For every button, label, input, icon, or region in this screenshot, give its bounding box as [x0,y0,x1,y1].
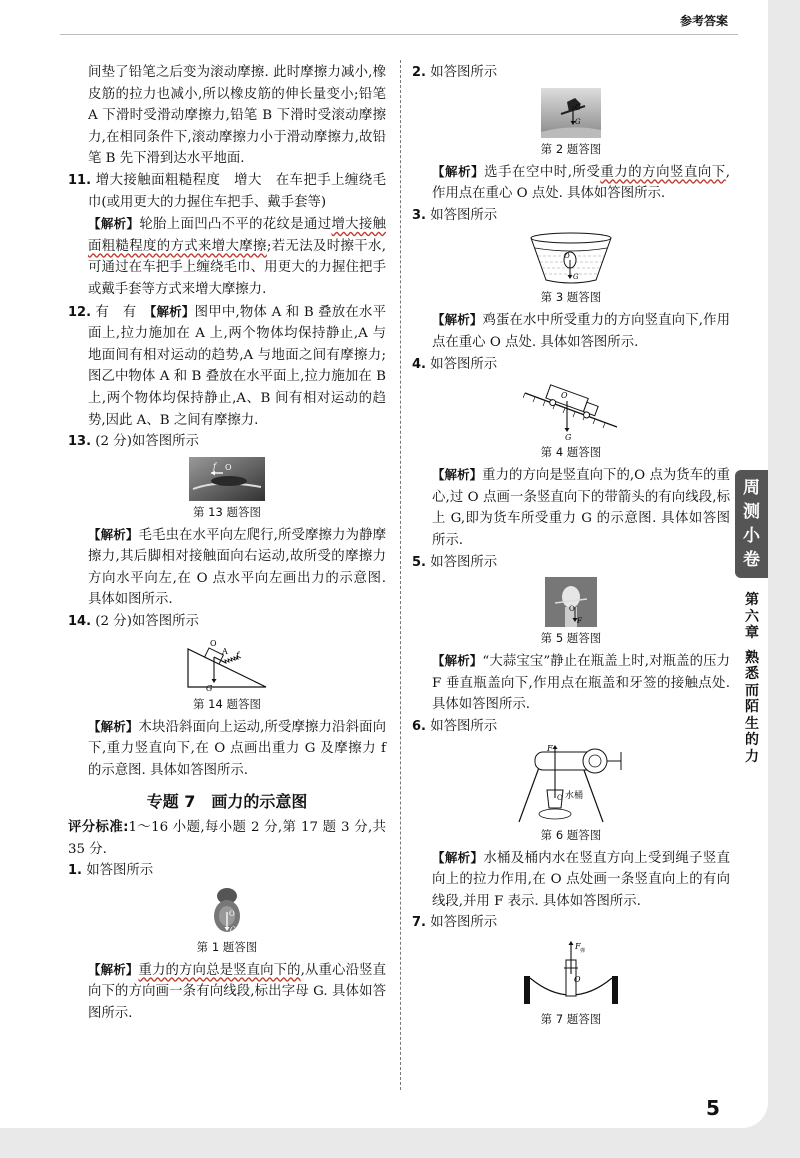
q7-number: 7. [412,915,426,931]
incline-diagram [184,637,270,693]
force-label-g: G [206,683,213,693]
q1-analysis-b: ,从重心沿竖直向下的方向画一条有向线段,标出字母 G. 具体如答图所示. [88,962,386,1021]
q13-answer [68,431,386,453]
chapter-char: 生 [745,715,759,732]
q14-analysis-text: 木块沿斜面向上运动,所受摩擦力沿斜面向下,重力竖直向下,在 O 点画出重力 G 及摩擦力 f 的示意图. 具体如答图所示. [88,719,386,778]
q2-number: 2. [412,65,426,80]
q13-answer-text: (2 分)如答图所示 [95,434,199,450]
header-title: 参考答案 [679,14,728,28]
q2-analysis-emphasis: 重力的方向竖直向下 [600,164,726,180]
q6-analysis-text: 水桶及桶内水在竖直方向上受到绳子竖直向上的拉力作用,在 O 点处画一条竖直向上的有向线段,并用 F 表示. 具体如答图所示. [432,850,730,909]
q6-answer [412,716,730,738]
point-label-o: O [575,103,581,112]
q3-figure [412,230,730,286]
q2-figure [412,88,730,138]
q14-analysis [68,716,386,782]
q7-figure [412,938,730,1008]
force-label-f: f [213,461,216,471]
analysis-label: 【解析】 [88,718,139,734]
chapter-char: 第 [745,592,759,608]
chapter-gap [740,642,764,650]
skier-photo [541,88,601,138]
q4-analysis [412,464,730,551]
q14-number: 14. [68,614,92,630]
q12-analysis: 图甲中,物体 A 和 B 叠放在水平面上,拉力施加在 A 上,两个物体均保持静止,A 与地面间有相对运动的趋势,A 与地面之间有摩擦力;图乙中物体 A 和 B 叠放在水平面上,拉力施加在 B 上,两个物体均保持静止,A、B 间有相对运动的趋势,因此 A、B 之间有摩擦力. [88,304,386,428]
q12-answer-text: 有 有 [95,304,150,320]
analysis-label: 【解析】 [88,961,139,977]
q13-figure [68,457,386,501]
q3-analysis-text: 鸡蛋在水中所受重力的方向竖直向下,作用点在重心 O 点处. 具体如答图所示. [432,313,730,350]
analysis-label: 【解析】 [432,653,483,669]
header-rule [60,34,738,35]
q6-answer-text: 如答图所示 [430,718,498,734]
q1-number: 1. [68,863,82,879]
chapter-label [740,592,764,765]
force-label-g: G [230,925,236,934]
q5-answer [412,552,730,574]
truck-on-slope-diagram [523,379,619,441]
force-label-f: f [236,650,239,660]
chapter-char: 悉 [745,666,759,682]
q11-analysis [68,213,386,300]
q6-figure [412,742,730,824]
well-windlass-diagram [511,742,631,824]
tab-char: 小 [743,526,760,546]
garlic-photo [545,577,597,627]
q5-analysis-text: “大蒜宝宝”静止在瓶盖上时,对瓶盖的压力 F 垂直瓶盖向下,作用点在瓶盖和牙签的接触点处. 具体如答图所示. [432,654,730,713]
q2-analysis-a: 选手在空中时,所受 [484,164,601,180]
q11-analysis-emphasis: 增大接触面粗糙程度的方式来增大摩擦 [88,217,386,254]
q4-number: 4. [412,356,426,372]
chapter-char: 力 [745,748,759,765]
page-number: 5 [706,1096,720,1120]
q5-analysis [412,650,730,716]
figure-photo [207,886,247,936]
right-column [412,62,730,1031]
q6-analysis [412,847,730,913]
analysis-label: 【解析】 [432,849,484,865]
q10-continuation: 间垫了铅笔之后变为滚动摩擦. 此时摩擦力减小,橡皮筋的拉力也减小,所以橡皮筋的伸长量变小;铅笔 A 下滑时受滑动摩擦力,铅笔 B 下滑时受滚动摩擦力,在相同条件下,滚动摩擦力小于滑动摩擦力,故铅笔 B 先下滑到达水平地面. [88,65,386,167]
chapter-char: 的 [745,732,759,748]
q2-analysis [412,161,730,205]
caterpillar-photo [189,457,265,501]
q3-number: 3. [412,207,426,223]
q11-number: 11. [68,172,92,188]
q13-analysis [68,524,386,611]
q1-analysis-emphasis: 重力的方向总是竖直向下的 [138,962,301,978]
analysis-label: 【解析】 [432,312,483,328]
point-label-o: O [557,793,563,802]
q1-answer-text: 如答图所示 [86,863,154,879]
q4-analysis-text: 重力的方向是竖直向下的,O 点为货车的重心,过 O 点画一条竖直向下的带箭头的有向线段,标上 G,即为货车所受重力 G 的示意图. 具体如答图所示. [432,468,730,548]
q3-caption: 第 3 题答图 [540,290,602,305]
q7-caption: 第 7 题答图 [540,1011,602,1026]
q3-analysis [412,309,730,353]
q6-caption: 第 6 题答图 [540,827,602,842]
point-label-o: O [229,909,235,918]
q11-analysis-b: ;若无法及时擦干水,可通过在车把手上缠绕毛巾、用更大的力握住把手或戴手套等方式来增大摩擦力. [88,238,386,297]
force-label-subscript: 弹 [580,947,586,954]
q14-answer-text: (2 分)如答图所示 [95,614,199,630]
q7-answer [412,912,730,934]
section-title: 专题 7 画力的示意图 [146,792,308,812]
q5-number: 5. [412,554,426,570]
q2-caption: 第 2 题答图 [540,141,602,156]
tab-char: 测 [743,502,760,522]
trampoline-diagram [516,938,626,1008]
q5-figure [412,577,730,627]
chapter-char: 陌 [745,699,759,715]
force-label-g: G [573,273,579,282]
criteria-label: 评分标准: [68,820,129,836]
left-column [68,62,386,1025]
point-label-o: O [561,391,568,401]
point-label-o: O [564,252,570,261]
q11-answer [68,170,386,213]
q13-number: 13. [68,434,92,450]
point-label-o: O [574,974,581,984]
q11-answer-text: 增大接触面粗糙程度 增大 在车把手上缠绕毛巾(或用更大的力握住车把手、戴手套等) [88,172,386,210]
analysis-label: 【解析】 [432,467,483,483]
tab-char: 卷 [743,550,760,570]
q14-figure [68,637,386,693]
point-label-o: O [569,605,575,614]
q1-answer [68,860,386,882]
q5-answer-text: 如答图所示 [430,554,498,570]
q14-caption: 第 14 题答图 [193,696,261,711]
analysis-label: 【解析】 [88,216,140,232]
scoring-criteria [68,817,386,860]
analysis-label: 【解析】 [432,163,485,179]
q13-analysis-text: 毛毛虫在水平向左爬行,所受摩擦力为静摩擦力,其后脚相对接触面向右运动,故所受的摩擦力方向水平向左,在 O 点水平向左画出力的示意图. 具体如图所示. [88,527,386,608]
q5-caption: 第 5 题答图 [540,631,602,646]
q4-figure [412,379,730,441]
weekly-test-tab [735,470,768,578]
q7-answer-text: 如答图所示 [430,915,498,931]
chapter-char: 熟 [745,649,759,666]
q12-number: 12. [68,304,92,320]
q3-answer-text: 如答图所示 [430,207,498,223]
chapter-char: 章 [745,625,759,641]
chapter-char: 而 [745,682,759,699]
q2-answer-text: 如答图所示 [430,65,498,80]
q13-caption: 第 13 题答图 [193,504,261,519]
force-label-f: F [577,617,582,626]
force-label-f: F [547,743,553,753]
q14-answer [68,611,386,633]
q12-answer [68,301,386,432]
chapter-char: 六 [745,608,759,625]
q2-answer [412,62,730,84]
q4-caption: 第 4 题答图 [540,445,602,460]
q4-answer-text: 如答图所示 [430,356,498,372]
tab-char: 周 [743,478,760,498]
force-label-g: G [575,117,581,126]
q1-figure [68,886,386,936]
criteria-text: 1～16 小题,每小题 2 分,第 17 题 3 分,共 35 分. [68,820,386,857]
column-divider [400,60,401,1090]
q1-caption: 第 1 题答图 [196,939,258,954]
force-label-g: G [565,433,572,442]
q4-answer [412,354,730,376]
point-label-o: O [225,462,232,472]
q11-analysis-a: 轮胎上面凹凸不平的花纹是通过 [139,217,332,233]
beaker-diagram [526,230,616,286]
q6-number: 6. [412,718,426,734]
q2-analysis-b: ,作用点在重心 O 点处. 具体如答图所示. [432,164,730,202]
analysis-label: 【解析】 [149,303,195,319]
bucket-label: 水桶 [565,790,584,801]
point-label-a: A [222,646,228,656]
force-label-f: F [575,941,581,951]
q1-analysis [68,959,386,1025]
point-label-o: O [210,638,217,648]
q3-answer [412,205,730,227]
analysis-label: 【解析】 [88,526,139,542]
